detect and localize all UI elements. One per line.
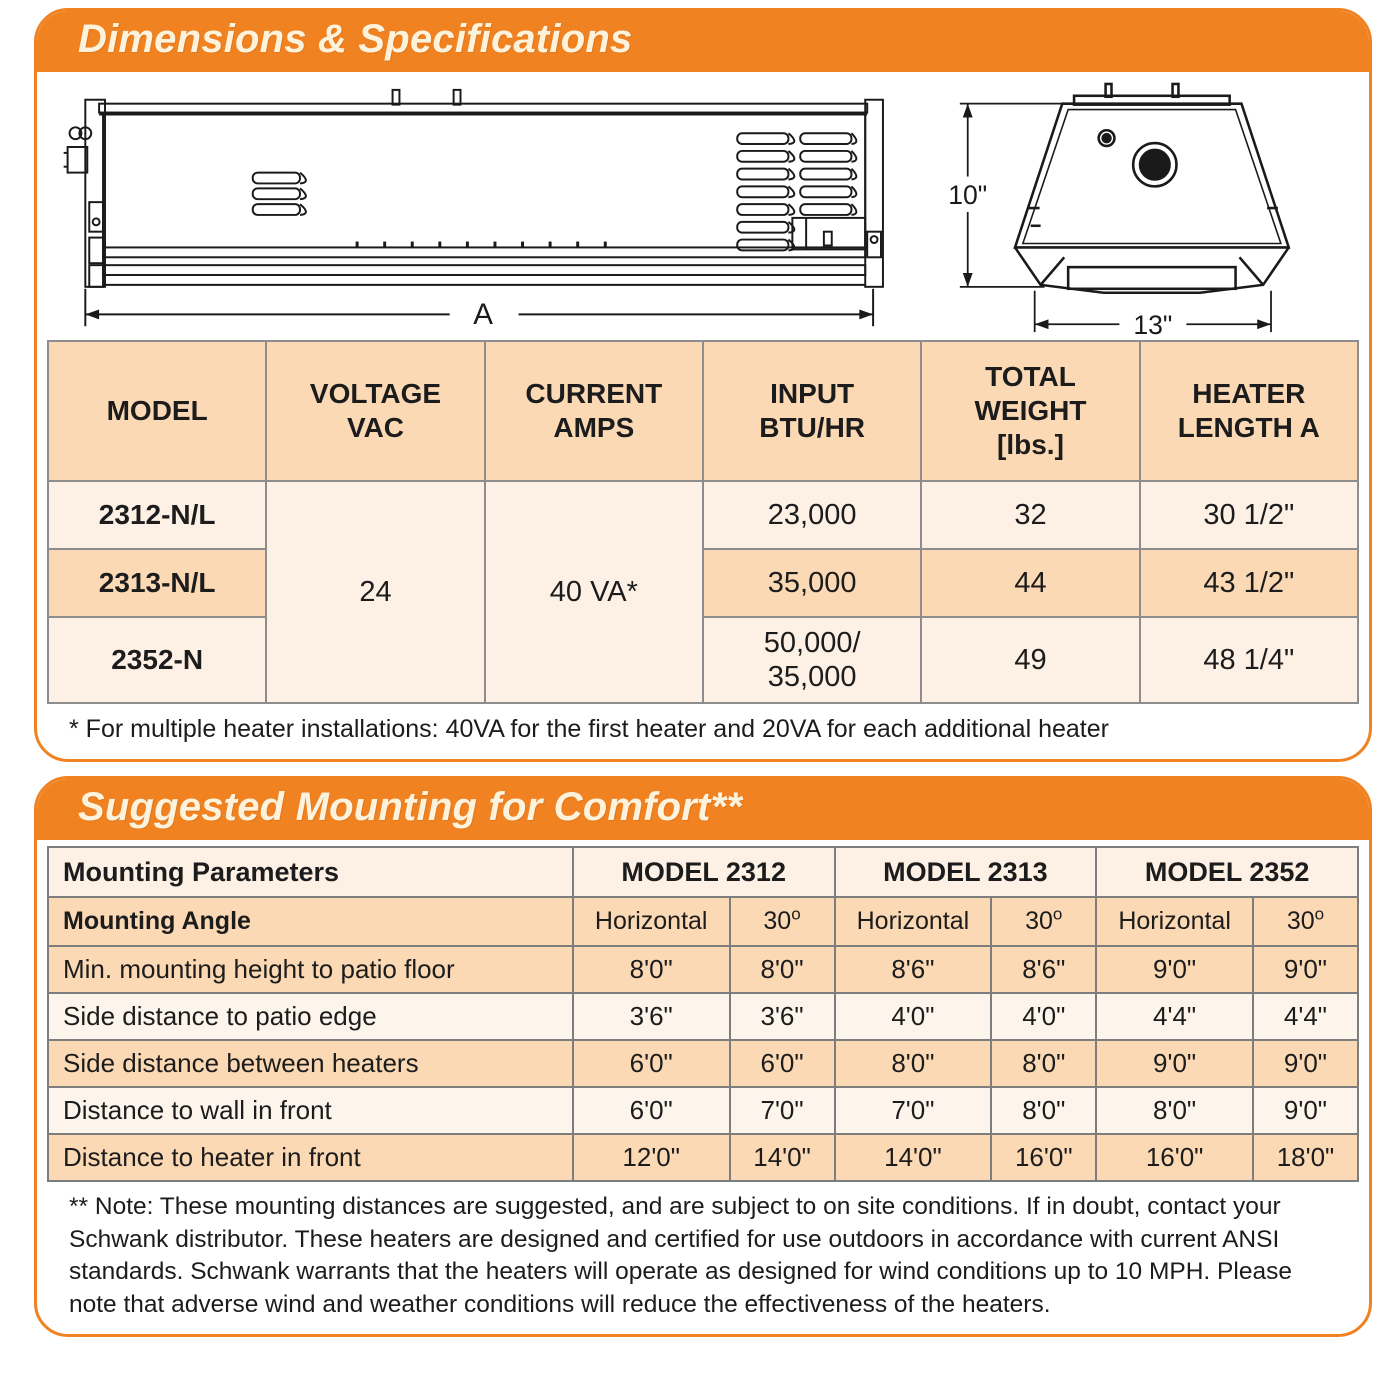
mounting-angle-header-row [48, 897, 1358, 946]
cell-heater-length: 30 1/2" [1140, 481, 1358, 549]
spec-table-header-row [48, 341, 1358, 481]
cell-model: 2313-N/L [48, 549, 266, 617]
cell-value: 9'0" [1253, 946, 1358, 993]
column-header-voltage: VOLTAGE VAC [266, 341, 484, 481]
technical-drawing-area [47, 78, 1359, 340]
table-row [48, 617, 1358, 703]
cell-value: 4'0" [991, 993, 1096, 1040]
cell-total-weight: 44 [921, 549, 1139, 617]
cell-value: 6'0" [573, 1040, 730, 1087]
cell-value: 4'4" [1096, 993, 1253, 1040]
cell-heater-length: 43 1/2" [1140, 549, 1358, 617]
row-label: Distance to heater in front [48, 1134, 573, 1181]
cell-value: 8'0" [573, 946, 730, 993]
cell-value: 12'0" [573, 1134, 730, 1181]
mounting-panel-body [37, 840, 1369, 1333]
cell-value: 4'4" [1253, 993, 1358, 1040]
mounting-table-header-row [48, 847, 1358, 897]
cell-current-merged: 40 VA* [485, 481, 703, 703]
angle-2352-horizontal: Horizontal [1096, 897, 1253, 946]
cell-value: 8'0" [1096, 1087, 1253, 1134]
dimensions-panel-body [37, 72, 1369, 759]
row-header-mounting-angle: Mounting Angle [48, 897, 573, 946]
cell-value: 3'6" [573, 993, 730, 1040]
cell-value: 16'0" [1096, 1134, 1253, 1181]
length-dimension-label-a: A [473, 298, 494, 332]
cell-value: 3'6" [730, 993, 835, 1040]
cell-input-btu: 50,000/ 35,000 [703, 617, 921, 703]
cell-value: 9'0" [1096, 1040, 1253, 1087]
mounting-note: ** Note: These mounting distances are suggested, and are subject to on site conditions. If in doubt, contact your Schwank distributor. These heaters are designed and certified for use outdoors in accordance with current ANSI standards. Schwank warrants that the heaters will operate as designed for wind conditions up to 10 MPH. Please note that adverse wind and weather conditions will reduce the effectiveness of the heaters. [69, 1193, 1292, 1318]
cell-value: 4'0" [835, 993, 992, 1040]
row-label: Min. mounting height to patio floor [48, 946, 573, 993]
angle-2313-horizontal: Horizontal [835, 897, 992, 946]
cell-total-weight: 49 [921, 617, 1139, 703]
angle-2312-30deg: 30$^o$ [730, 897, 835, 946]
column-header-current: CURRENT AMPS [485, 341, 703, 481]
specifications-table [47, 340, 1359, 704]
cell-value: 14'0" [730, 1134, 835, 1181]
table-row [48, 1040, 1358, 1087]
cell-input-btu: 23,000 [703, 481, 921, 549]
column-header-heater-length: HEATER LENGTH A [1140, 341, 1358, 481]
table-row [48, 946, 1358, 993]
angle-2312-horizontal: Horizontal [573, 897, 730, 946]
column-header-input: INPUT BTU/HR [703, 341, 921, 481]
spec-footnote: * For multiple heater installations: 40VA for the first heater and 20VA for each additional heater [69, 715, 1109, 743]
table-row [48, 481, 1358, 549]
row-label: Distance to wall in front [48, 1087, 573, 1134]
row-label: Side distance to patio edge [48, 993, 573, 1040]
cell-value: 6'0" [573, 1087, 730, 1134]
cell-voltage-merged: 24 [266, 481, 484, 703]
cell-value: 9'0" [1253, 1040, 1358, 1087]
cell-value: 14'0" [835, 1134, 992, 1181]
angle-2313-30deg: 30$^o$ [991, 897, 1096, 946]
dimensions-panel-header [36, 10, 1370, 72]
heater-end-view-drawing [933, 82, 1353, 340]
cell-input-btu: 35,000 [703, 549, 921, 617]
cell-value: 6'0" [730, 1040, 835, 1087]
cell-value: 8'0" [730, 946, 835, 993]
angle-2352-30deg: 30$^o$ [1253, 897, 1358, 946]
column-header-total-weight: TOTAL WEIGHT [lbs.] [921, 341, 1139, 481]
height-dimension-label: 10" [948, 180, 988, 211]
page-title: Dimensions & Specifications [78, 17, 633, 61]
cell-value: 8'0" [991, 1087, 1096, 1134]
column-header-model-2313: MODEL 2313 [835, 847, 1097, 897]
column-header-mounting-parameters: Mounting Parameters [48, 847, 573, 897]
suggested-mounting-panel [34, 776, 1372, 1336]
column-header-model: MODEL [48, 341, 266, 481]
row-label: Side distance between heaters [48, 1040, 573, 1087]
cell-value: 16'0" [991, 1134, 1096, 1181]
mounting-panel-header [36, 778, 1370, 840]
cell-value: 8'6" [991, 946, 1096, 993]
cell-total-weight: 32 [921, 481, 1139, 549]
width-dimension-label: 13" [1133, 310, 1173, 340]
table-row [48, 549, 1358, 617]
cell-value: 8'0" [991, 1040, 1096, 1087]
mounting-panel-title: Suggested Mounting for Comfort** [78, 785, 743, 830]
cell-value: 9'0" [1096, 946, 1253, 993]
table-row [48, 1134, 1358, 1181]
degree-symbol: o [1052, 904, 1063, 924]
table-row [48, 1087, 1358, 1134]
cell-value: 7'0" [730, 1087, 835, 1134]
column-header-model-2352: MODEL 2352 [1096, 847, 1358, 897]
cell-model: 2312-N/L [48, 481, 266, 549]
heater-side-view-drawing [53, 82, 933, 340]
cell-value: 8'6" [835, 946, 992, 993]
cell-heater-length: 48 1/4" [1140, 617, 1358, 703]
degree-symbol: o [791, 904, 801, 924]
column-header-model-2312: MODEL 2312 [573, 847, 835, 897]
cell-value: 7'0" [835, 1087, 992, 1134]
cell-model: 2352-N [48, 617, 266, 703]
cell-value: 18'0" [1253, 1134, 1358, 1181]
cell-value: 8'0" [835, 1040, 992, 1087]
dimensions-specifications-panel [34, 8, 1372, 762]
cell-value: 9'0" [1253, 1087, 1358, 1134]
degree-symbol: o [1314, 904, 1325, 924]
table-row [48, 993, 1358, 1040]
mounting-table [47, 846, 1359, 1182]
